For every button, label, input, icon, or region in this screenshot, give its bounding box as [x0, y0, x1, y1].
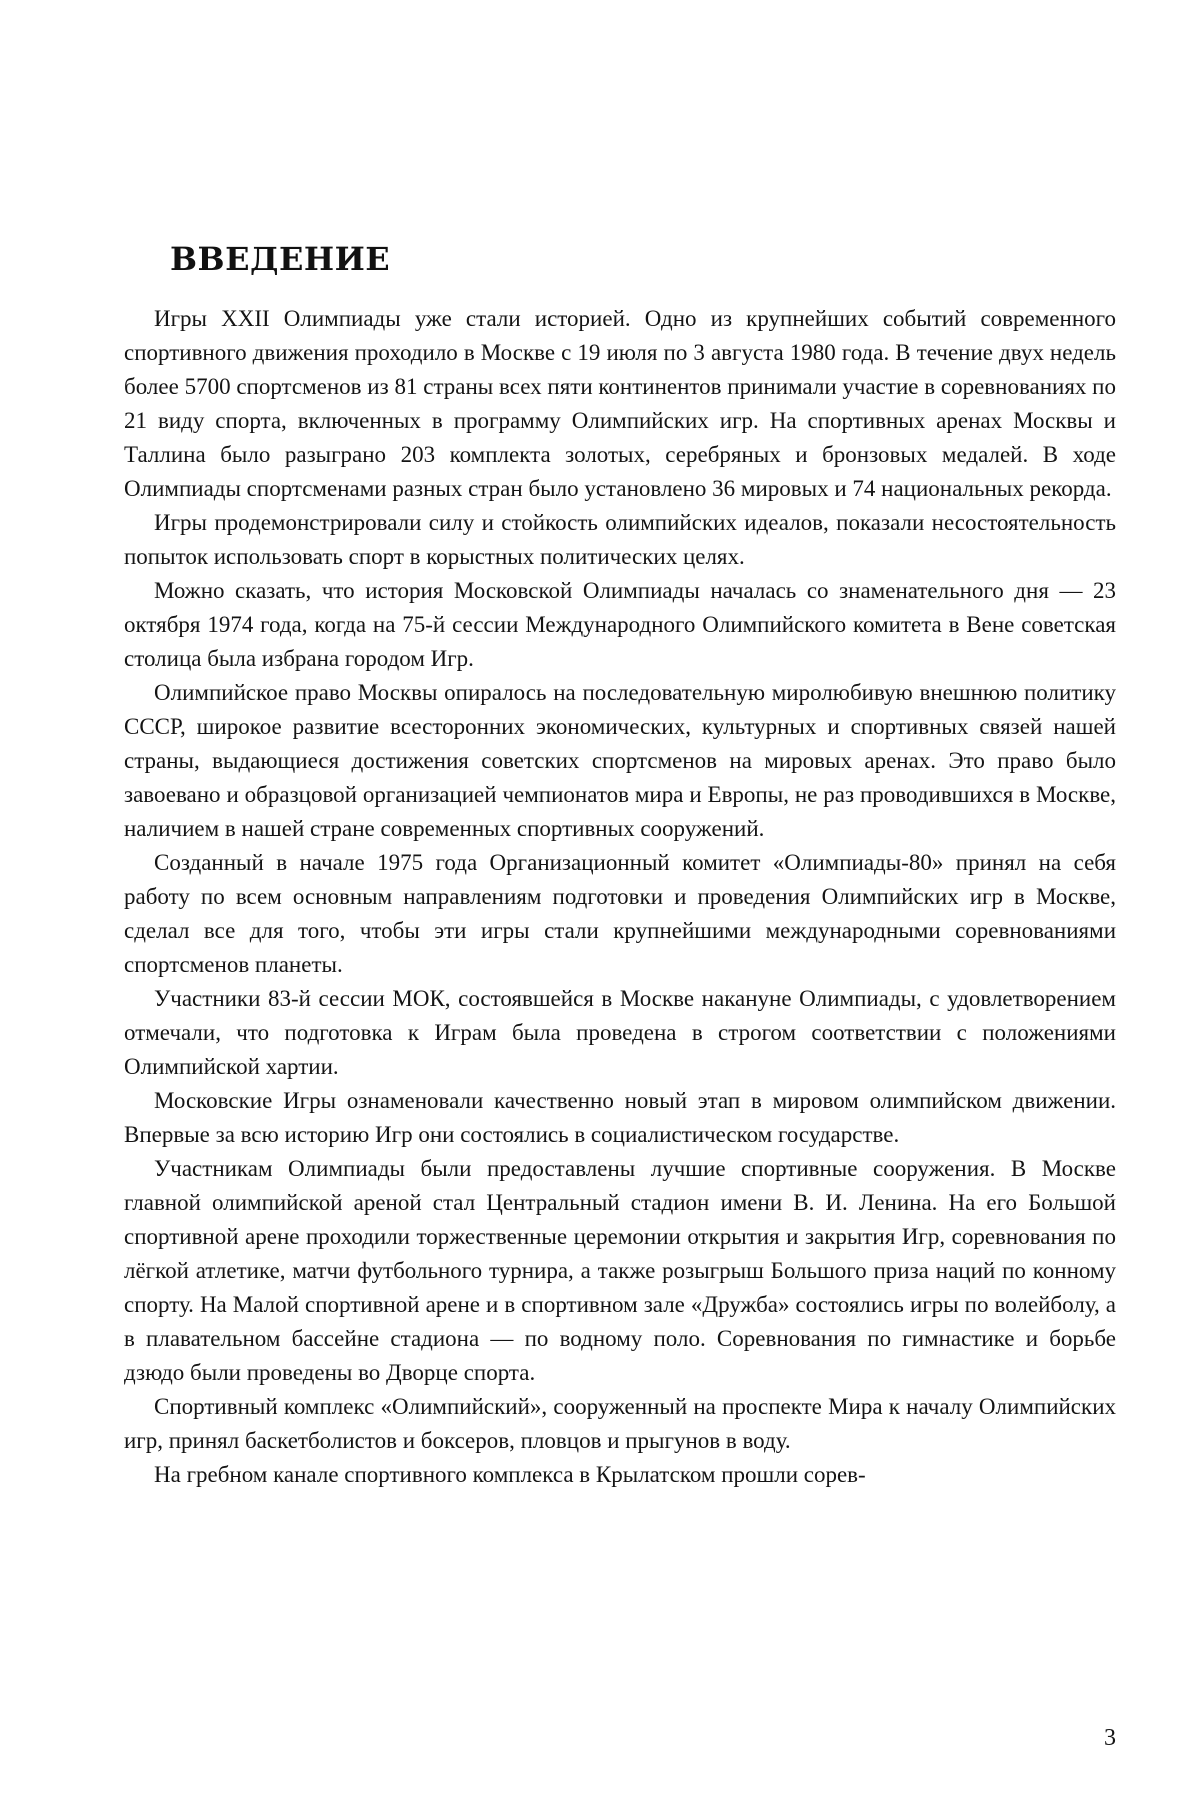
paragraph: Участникам Олимпиады были предоставлены лучшие спортивные сооружения. В Москве главной олимпийской ареной стал Центральный стадион имени В. И. Ленина. На его Большой спортивной арене проходили торжественные церемонии открытия и закрытия Игр, соревнования по лёгкой атлетике, матчи футбольного турнира, а также розыгрыш Большого приза наций по конному спорту. На Малой спортивной арене и в спортивном зале «Дружба» состоялись игры по волейболу, а в плавательном бассейне стадиона — по водному поло. Соревнования по гимнастике и борьбе дзюдо были проведены во Дворце спорта.	[124, 1156, 1116, 1385]
paragraph: Созданный в начале 1975 года Организационный комитет «Олимпиады-80» принял на себя работу по всем основным направлениям подготовки и проведения Олимпийских игр в Москве, сделал все для того, чтобы эти игры стали крупнейшими международными соревнованиями спортсменов планеты.	[124, 850, 1116, 977]
page-number: 3	[1104, 1725, 1116, 1751]
paragraph: Игры продемонстрировали силу и стойкость олимпийских идеалов, показали несостоятельность попыток использовать спорт в корыстных политических целях.	[124, 510, 1116, 569]
paragraph: Московские Игры ознаменовали качественно новый этап в мировом олимпийском движении. Впервые за всю историю Игр они состоялись в социалистическом государстве.	[124, 1088, 1116, 1147]
paragraph: Участники 83-й сессии МОК, состоявшейся в Москве накануне Олимпиады, с удовлетворением отмечали, что подготовка к Играм была проведена в строгом соответствии с положениями Олимпийской хартии.	[124, 986, 1116, 1079]
paragraph: Игры XXII Олимпиады уже стали историей. Одно из крупнейших событий современного спортивного движения проходило в Москве с 19 июля по 3 августа 1980 года. В течение двух недель более 5700 спортсменов из 81 страны всех пяти континентов принимали участие в соревнованиях по 21 виду спорта, включенных в программу Олимпийских игр. На спортивных аренах Москвы и Таллина было разыграно 203 комплекта золотых, серебряных и бронзовых медалей. В ходе Олимпиады спортсменами разных стран было установлено 36 мировых и 74 национальных рекорда.	[124, 306, 1116, 501]
paragraph: Олимпийское право Москвы опиралось на последовательную миролюбивую внешнюю политику СССР, широкое развитие всесторонних экономических, культурных и спортивных связей нашей страны, выдающиеся достижения советских спортсменов на мировых аренах. Это право было завоевано и образцовой организацией чемпионатов мира и Европы, не раз проводившихся в Москве, наличием в нашей стране современных спортивных сооружений.	[124, 680, 1116, 841]
body-text	[124, 302, 1116, 1492]
chapter-title: ВВЕДЕНИЕ	[170, 240, 391, 278]
paragraph: Спортивный комплекс «Олимпийский», сооруженный на проспекте Мира к началу Олимпийских игр, принял баскетболистов и боксеров, пловцов и прыгунов в воду.	[124, 1394, 1116, 1453]
paragraph: На гребном канале спортивного комплекса в Крылатском прошли сорев-	[154, 1462, 866, 1487]
paragraph: Можно сказать, что история Московской Олимпиады началась со знаменательного дня — 23 октября 1974 года, когда на 75-й сессии Международного Олимпийского комитета в Вене советская столица была избрана городом Игр.	[124, 578, 1116, 671]
